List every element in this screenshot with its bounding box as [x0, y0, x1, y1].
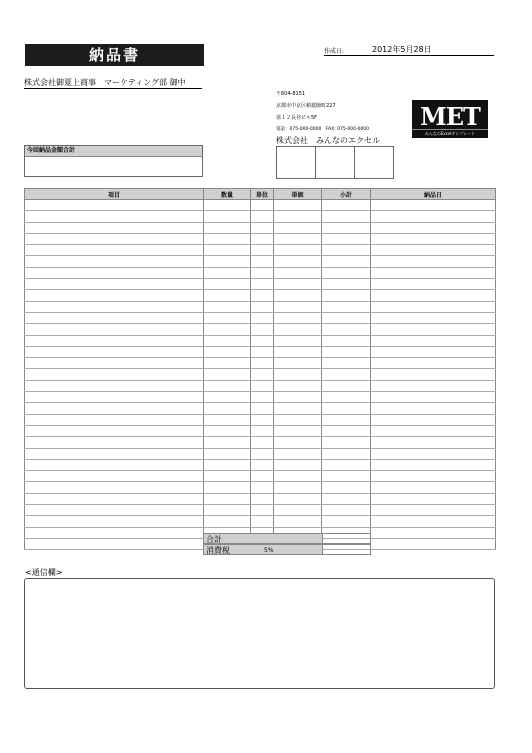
table-cell[interactable]: [25, 335, 204, 346]
table-cell[interactable]: [322, 482, 371, 493]
table-cell[interactable]: [322, 403, 371, 414]
table-cell[interactable]: [251, 324, 274, 335]
table-cell[interactable]: [274, 358, 322, 369]
table-cell[interactable]: [322, 516, 371, 527]
table-cell[interactable]: [322, 233, 371, 244]
date-label: 作成日:: [324, 48, 345, 55]
table-cell[interactable]: [204, 380, 251, 391]
table-cell[interactable]: [204, 459, 251, 470]
table-cell[interactable]: [204, 335, 251, 346]
table-cell[interactable]: [274, 200, 322, 211]
table-cell[interactable]: [274, 482, 322, 493]
table-cell[interactable]: [322, 471, 371, 482]
table-cell[interactable]: [204, 437, 251, 448]
table-cell[interactable]: [204, 267, 251, 278]
table-cell[interactable]: [274, 505, 322, 516]
table-cell[interactable]: [371, 505, 496, 516]
table-cell[interactable]: [25, 392, 204, 403]
table-cell[interactable]: [25, 414, 204, 425]
tax-row: [203, 544, 323, 555]
table-cell[interactable]: [204, 414, 251, 425]
table-cell[interactable]: [25, 459, 204, 470]
table-cell[interactable]: [251, 358, 274, 369]
table-cell[interactable]: [371, 369, 496, 380]
table-cell[interactable]: [204, 222, 251, 233]
table-row: [25, 369, 496, 380]
table-cell[interactable]: [371, 459, 496, 470]
table-cell[interactable]: [274, 346, 322, 357]
table-cell[interactable]: [204, 505, 251, 516]
table-cell[interactable]: [25, 403, 204, 414]
header-item: 項目: [25, 189, 204, 200]
table-cell[interactable]: [322, 290, 371, 301]
table-cell[interactable]: [204, 324, 251, 335]
table-row: [25, 346, 496, 357]
memo-label: <通信欄>: [25, 568, 63, 577]
sender-address1: 京都市中京区蛸薬師町227: [276, 103, 336, 109]
table-cell[interactable]: [322, 335, 371, 346]
header-subtotal: 小計: [322, 189, 371, 200]
table-cell[interactable]: [371, 380, 496, 391]
table-cell[interactable]: [274, 324, 322, 335]
table-cell[interactable]: [371, 493, 496, 504]
sender-postal: 〒604-8151: [276, 91, 306, 97]
table-cell[interactable]: [274, 425, 322, 436]
table-cell[interactable]: [25, 267, 204, 278]
stamp-box-2: [315, 146, 355, 179]
table-row: [25, 245, 496, 256]
table-cell[interactable]: [251, 448, 274, 459]
table-cell[interactable]: [251, 290, 274, 301]
table-cell[interactable]: [204, 290, 251, 301]
table-cell[interactable]: [322, 267, 371, 278]
table-cell[interactable]: [322, 301, 371, 312]
table-cell[interactable]: [371, 222, 496, 233]
table-cell[interactable]: [274, 380, 322, 391]
table-cell[interactable]: [251, 471, 274, 482]
table-cell[interactable]: [274, 245, 322, 256]
table-cell[interactable]: [204, 392, 251, 403]
stamp-box-1: [276, 146, 316, 179]
tax-label: 消費税: [206, 546, 230, 555]
table-cell[interactable]: [371, 358, 496, 369]
table-header-row: [25, 189, 496, 200]
table-cell[interactable]: [25, 527, 204, 538]
table-cell[interactable]: [25, 482, 204, 493]
table-cell[interactable]: [371, 312, 496, 323]
table-row: [25, 425, 496, 436]
table-cell[interactable]: [25, 471, 204, 482]
table-cell[interactable]: [204, 346, 251, 357]
table-cell[interactable]: [322, 425, 371, 436]
table-cell[interactable]: [371, 527, 496, 538]
stamp-box-3: [354, 146, 394, 179]
table-cell[interactable]: [371, 290, 496, 301]
table-cell[interactable]: [204, 233, 251, 244]
table-cell[interactable]: [274, 267, 322, 278]
logo-subtitle: みんなのExcelテンプレート: [412, 129, 488, 137]
table-cell[interactable]: [274, 312, 322, 323]
table-cell[interactable]: [371, 403, 496, 414]
table-cell[interactable]: [274, 403, 322, 414]
table-cell[interactable]: [371, 301, 496, 312]
table-cell[interactable]: [322, 279, 371, 290]
table-cell[interactable]: [371, 437, 496, 448]
table-cell[interactable]: [322, 245, 371, 256]
table-cell[interactable]: [251, 482, 274, 493]
table-cell[interactable]: [371, 233, 496, 244]
table-row: [25, 222, 496, 233]
table-cell[interactable]: [25, 211, 204, 222]
table-row: [25, 392, 496, 403]
table-cell[interactable]: [251, 403, 274, 414]
table-cell[interactable]: [371, 324, 496, 335]
table-cell[interactable]: [251, 200, 274, 211]
table-row: [25, 301, 496, 312]
table-cell[interactable]: [251, 301, 274, 312]
sender-company: 株式会社 みんなのエクセル: [276, 136, 380, 145]
table-cell[interactable]: [322, 324, 371, 335]
table-cell[interactable]: [251, 233, 274, 244]
table-cell[interactable]: [251, 437, 274, 448]
table-cell[interactable]: [371, 256, 496, 267]
table-cell[interactable]: [25, 493, 204, 504]
table-cell[interactable]: [204, 279, 251, 290]
table-cell[interactable]: [204, 312, 251, 323]
logo-mark: MET: [420, 102, 480, 131]
table-cell[interactable]: [25, 358, 204, 369]
table-cell[interactable]: [204, 493, 251, 504]
table-cell[interactable]: [251, 369, 274, 380]
table-cell[interactable]: [274, 471, 322, 482]
tax-value: [322, 544, 371, 555]
table-cell[interactable]: [204, 301, 251, 312]
table-row: [25, 414, 496, 425]
table-row: [25, 279, 496, 290]
table-row: [25, 200, 496, 211]
table-cell[interactable]: [25, 324, 204, 335]
table-cell[interactable]: [371, 471, 496, 482]
table-row: [25, 233, 496, 244]
table-cell[interactable]: [274, 290, 322, 301]
table-cell[interactable]: [251, 425, 274, 436]
table-cell[interactable]: [274, 301, 322, 312]
table-cell[interactable]: [274, 437, 322, 448]
table-cell[interactable]: [322, 448, 371, 459]
table-cell[interactable]: [251, 211, 274, 222]
table-cell[interactable]: [274, 211, 322, 222]
table-cell[interactable]: [371, 392, 496, 403]
table-cell[interactable]: [25, 380, 204, 391]
table-cell[interactable]: [274, 459, 322, 470]
sender-phone: 電話：075-000-0000 FAX: 075-000-0000: [276, 127, 370, 132]
table-cell[interactable]: [25, 437, 204, 448]
recipient: 株式会社御夏上商事 マーケティング部 御中: [24, 77, 202, 89]
table-cell[interactable]: [204, 211, 251, 222]
table-cell[interactable]: [25, 346, 204, 357]
table-cell[interactable]: [322, 459, 371, 470]
table-cell[interactable]: [204, 245, 251, 256]
table-cell[interactable]: [274, 335, 322, 346]
table-cell[interactable]: [274, 414, 322, 425]
memo-box[interactable]: [24, 578, 495, 689]
table-cell[interactable]: [204, 516, 251, 527]
header-unit: 単位: [251, 189, 274, 200]
table-cell[interactable]: [274, 233, 322, 244]
table-cell[interactable]: [322, 256, 371, 267]
table-cell[interactable]: [204, 369, 251, 380]
table-row: [25, 516, 496, 527]
table-row: [25, 324, 496, 335]
table-cell[interactable]: [322, 312, 371, 323]
table-cell[interactable]: [371, 414, 496, 425]
table-cell[interactable]: [322, 211, 371, 222]
table-row: [25, 380, 496, 391]
table-row: [25, 471, 496, 482]
table-cell[interactable]: [251, 516, 274, 527]
table-cell[interactable]: [322, 222, 371, 233]
table-cell[interactable]: [204, 482, 251, 493]
table-cell[interactable]: [322, 437, 371, 448]
table-cell[interactable]: [25, 448, 204, 459]
table-cell[interactable]: [204, 200, 251, 211]
table-row: [25, 211, 496, 222]
table-cell[interactable]: [25, 233, 204, 244]
table-cell[interactable]: [251, 312, 274, 323]
table-cell[interactable]: [25, 245, 204, 256]
table-row: [25, 493, 496, 504]
table-cell[interactable]: [274, 493, 322, 504]
table-row: [25, 267, 496, 278]
table-cell[interactable]: [274, 369, 322, 380]
table-cell[interactable]: [251, 493, 274, 504]
table-cell[interactable]: [251, 459, 274, 470]
table-cell[interactable]: [371, 448, 496, 459]
header-delivery-date: 納品日: [371, 189, 496, 200]
table-cell[interactable]: [204, 448, 251, 459]
table-cell[interactable]: [322, 380, 371, 391]
table-cell[interactable]: [274, 256, 322, 267]
table-cell[interactable]: [371, 346, 496, 357]
table-cell[interactable]: [274, 222, 322, 233]
table-cell[interactable]: [322, 505, 371, 516]
table-cell[interactable]: [322, 346, 371, 357]
table-cell[interactable]: [274, 279, 322, 290]
table-cell[interactable]: [322, 200, 371, 211]
table-cell[interactable]: [25, 505, 204, 516]
sender-address2: 第１２長谷ビル5F: [276, 115, 318, 121]
table-cell[interactable]: [251, 335, 274, 346]
header-qty: 数量: [204, 189, 251, 200]
table-cell[interactable]: [204, 425, 251, 436]
table-cell[interactable]: [371, 425, 496, 436]
table-cell[interactable]: [25, 312, 204, 323]
table-cell[interactable]: [371, 538, 496, 549]
table-cell[interactable]: [25, 290, 204, 301]
amount-box-value: [25, 157, 202, 177]
table-cell[interactable]: [251, 279, 274, 290]
table-cell[interactable]: [251, 414, 274, 425]
total-value: [322, 533, 371, 544]
table-cell[interactable]: [25, 200, 204, 211]
table-cell[interactable]: [371, 211, 496, 222]
table-cell[interactable]: [274, 516, 322, 527]
table-cell[interactable]: [371, 279, 496, 290]
amount-box-label: 今回納品金額合計: [25, 146, 202, 157]
table-cell[interactable]: [25, 538, 204, 549]
table-cell[interactable]: [251, 505, 274, 516]
table-cell[interactable]: [371, 482, 496, 493]
items-table: [24, 188, 496, 550]
table-cell[interactable]: [371, 245, 496, 256]
table-cell[interactable]: [322, 414, 371, 425]
table-cell[interactable]: [371, 516, 496, 527]
table-cell[interactable]: [322, 392, 371, 403]
table-row: [25, 448, 496, 459]
table-row: [25, 482, 496, 493]
table-row: [25, 505, 496, 516]
company-logo: [412, 100, 488, 138]
table-cell[interactable]: [322, 493, 371, 504]
table-cell[interactable]: [274, 392, 322, 403]
table-row: [25, 312, 496, 323]
table-cell[interactable]: [204, 358, 251, 369]
table-cell[interactable]: [251, 267, 274, 278]
table-cell[interactable]: [25, 369, 204, 380]
table-cell[interactable]: [25, 256, 204, 267]
table-cell[interactable]: [251, 222, 274, 233]
amount-box: [24, 145, 203, 177]
table-cell[interactable]: [251, 346, 274, 357]
table-row: [25, 459, 496, 470]
table-cell[interactable]: [251, 380, 274, 391]
table-cell[interactable]: [251, 392, 274, 403]
table-cell[interactable]: [371, 335, 496, 346]
table-cell[interactable]: [322, 358, 371, 369]
table-row: [25, 256, 496, 267]
table-cell[interactable]: [251, 245, 274, 256]
table-cell[interactable]: [371, 267, 496, 278]
table-row: [25, 290, 496, 301]
table-cell[interactable]: [25, 222, 204, 233]
table-row: [25, 437, 496, 448]
table-cell[interactable]: [204, 256, 251, 267]
table-cell[interactable]: [204, 403, 251, 414]
table-cell[interactable]: [25, 425, 204, 436]
table-cell[interactable]: [251, 256, 274, 267]
date-value: 2012年5月28日: [372, 45, 432, 54]
total-label: 合計: [203, 533, 323, 544]
table-cell[interactable]: [25, 279, 204, 290]
table-row: [25, 403, 496, 414]
table-row: [25, 358, 496, 369]
table-cell[interactable]: [274, 448, 322, 459]
table-cell[interactable]: [25, 301, 204, 312]
table-cell[interactable]: [371, 200, 496, 211]
header-price: 単価: [274, 189, 322, 200]
table-cell[interactable]: [322, 369, 371, 380]
table-row: [25, 335, 496, 346]
tax-rate: 5%: [264, 547, 274, 554]
document-title: 納品書: [25, 44, 204, 66]
table-cell[interactable]: [25, 516, 204, 527]
table-cell[interactable]: [204, 471, 251, 482]
